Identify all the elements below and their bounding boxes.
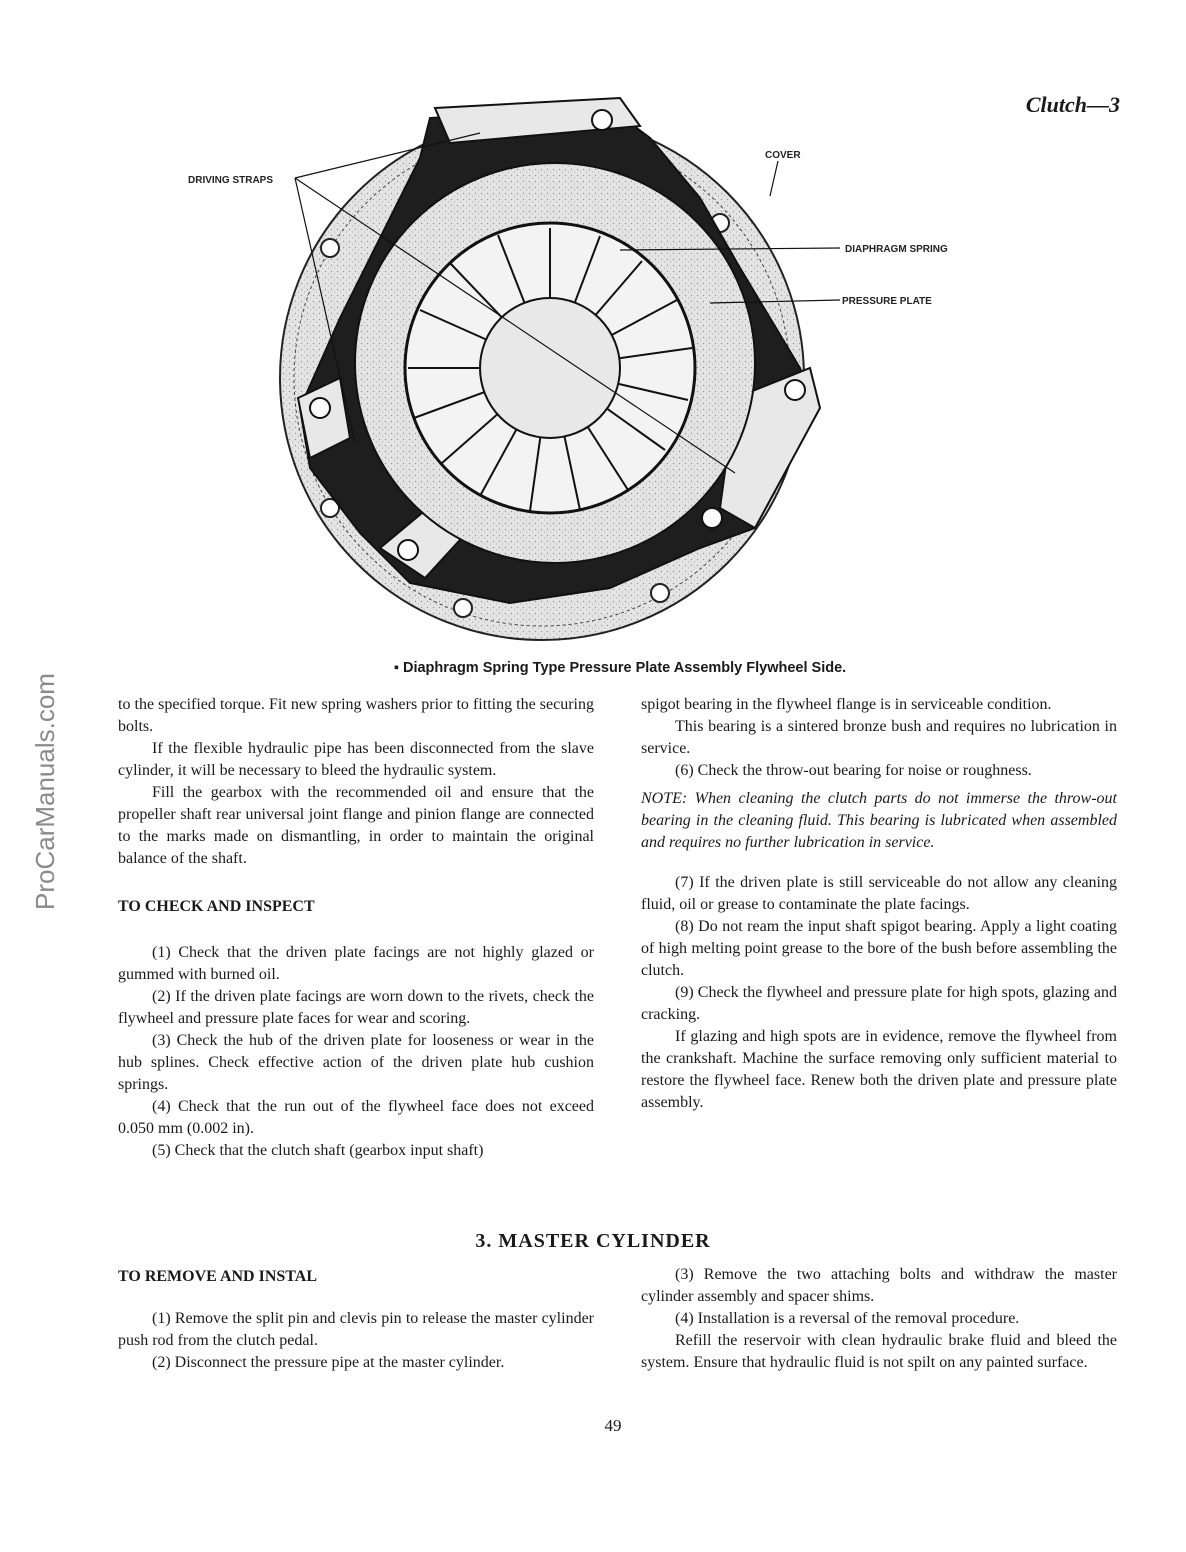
list-item: (6) Check the throw-out bearing for noise or roughness. (675, 762, 1032, 779)
list-item: (3) Remove the two attaching bolts and withdraw the master cylinder assembly and spacer shims. (641, 1266, 1117, 1305)
left-column-top (118, 694, 594, 1162)
list-item: (3) Check the hub of the driven plate for looseness or wear in the hub splines. Check effective action of the driven plate hub cushion springs. (118, 1032, 594, 1093)
list-item: (9) Check the flywheel and pressure plate for high spots, glazing and cracking. (641, 984, 1117, 1023)
clutch-figure (180, 78, 980, 648)
paragraph: spigot bearing in the flywheel flange is in serviceable condition. (641, 696, 1052, 713)
page-number: 49 (604, 1416, 622, 1435)
paragraph: This bearing is a sintered bronze bush and requires no lubrication in service. (641, 718, 1117, 757)
section-title: 3. MASTER CYLINDER (475, 1230, 711, 1252)
left-column-bottom (118, 1266, 594, 1374)
list-item: (5) Check that the clutch shaft (gearbox input shaft) (152, 1142, 484, 1159)
watermark: ProCarManuals.com (30, 673, 60, 910)
paragraph: Fill the gearbox with the recommended oil and ensure that the propeller shaft rear universal joint flange and pinion flange are connected to the marks made on dismantling, in order to maintain the original balance of the shaft. (118, 784, 594, 867)
right-column-top (641, 694, 1117, 1114)
list-item: (2) Disconnect the pressure pipe at the master cylinder. (152, 1354, 505, 1371)
list-item: (4) Check that the run out of the flywheel face does not exceed 0.050 mm (0.002 in). (118, 1098, 594, 1137)
paragraph: to the specified torque. Fit new spring washers prior to fitting the securing bolts. (118, 696, 594, 735)
caption-text: Diaphragm Spring Type Pressure Plate Assembly Flywheel Side. (402, 660, 847, 676)
list-item: (8) Do not ream the input shaft spigot bearing. Apply a light coating of high melting point grease to the bore of the bush before assembling the clutch. (641, 918, 1117, 979)
clutch-illustration (180, 78, 980, 648)
page-header: Clutch—3 (1025, 92, 1120, 117)
figure-caption (120, 660, 1120, 676)
list-item: (1) Check that the driven plate facings are not highly glazed or gummed with burned oil. (118, 944, 594, 983)
label-pressure-plate: PRESSURE PLATE (842, 296, 932, 307)
label-diaphragm-spring: DIAPHRAGM SPRING (845, 244, 948, 255)
right-column-bottom (641, 1264, 1117, 1374)
note: NOTE: When cleaning the clutch parts do not immerse the throw-out bearing in the cleaning fluid. This bearing is lubricated when assembled and requires no further lubrication in service. (641, 790, 1117, 851)
heading-check-inspect: TO CHECK AND INSPECT (118, 898, 315, 915)
list-item: (7) If the driven plate is still serviceable do not allow any cleaning fluid, oil or grease to contaminate the plate facings. (641, 874, 1117, 913)
list-item: (1) Remove the split pin and clevis pin to release the master cylinder push rod from the clutch pedal. (118, 1310, 594, 1349)
heading-remove-instal: TO REMOVE AND INSTAL (118, 1268, 317, 1285)
list-item: (4) Installation is a reversal of the removal procedure. (675, 1310, 1020, 1327)
list-item: (2) If the driven plate facings are worn down to the rivets, check the flywheel and pressure plate faces for wear and scoring. (118, 988, 594, 1027)
paragraph: Refill the reservoir with clean hydraulic brake fluid and bleed the system. Ensure that hydraulic fluid is not spilt on any painted surface. (641, 1332, 1117, 1371)
label-cover: COVER (765, 150, 801, 161)
label-driving-straps: DRIVING STRAPS (188, 175, 274, 186)
paragraph: If the flexible hydraulic pipe has been disconnected from the slave cylinder, it will be necessary to bleed the hydraulic system. (118, 740, 594, 779)
paragraph: If glazing and high spots are in evidence, remove the flywheel from the crankshaft. Machine the surface removing only sufficient material to restore the flywheel face. Renew both the driven plate and pressure plate assembly. (641, 1028, 1117, 1111)
caption-bullet: ▪ (393, 660, 403, 676)
